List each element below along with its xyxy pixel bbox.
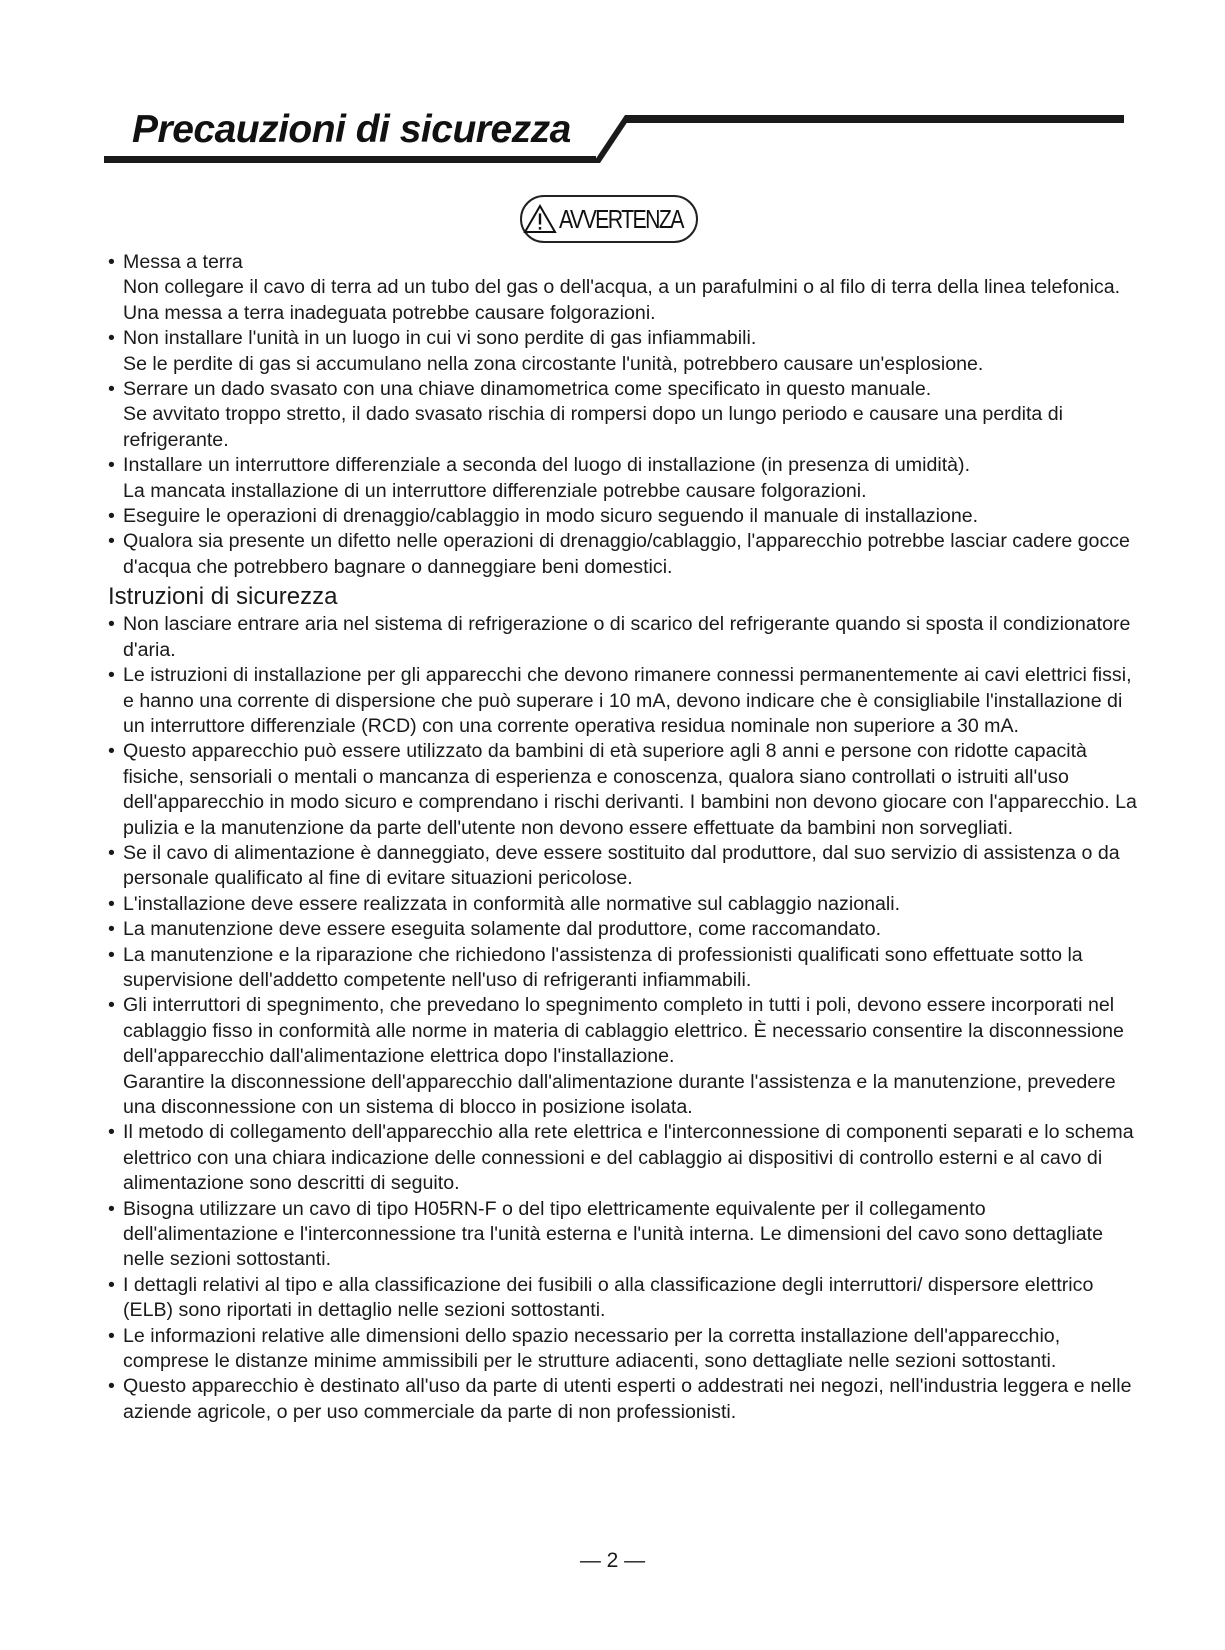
list-item	[108, 250, 1138, 326]
list-item	[108, 943, 1138, 994]
item-text: Bisogna utilizzare un cavo di tipo H05RN-F o del tipo elettricamente equivalente per il collegamento dell'alimentazione e l'interconnessione tra l'unità esterna e l'unità interna. Le dimensioni del cavo sono dettagliate nelle sezioni sottostanti.	[123, 1197, 1104, 1271]
item-text: La manutenzione e la riparazione che richiedono l'assistenza di professionisti qualificati sono effettuate sotto la supervisione dell'addetto competente nell'uso di refrigeranti infiammabili.	[123, 943, 1083, 991]
bullet-icon: •	[108, 994, 115, 1017]
bullet-icon: •	[108, 454, 115, 477]
list-item	[108, 1197, 1138, 1273]
item-text: I dettagli relativi al tipo e alla classificazione dei fusibili o alla classificazione degli interruttori/ dispersore elettrico (ELB) sono riportati in dettaglio nelle sezioni sottostanti.	[123, 1273, 1094, 1322]
bullet-icon: •	[108, 664, 115, 687]
page-header	[104, 104, 1124, 166]
bullet-icon: •	[108, 1273, 115, 1296]
item-text: Questo apparecchio è destinato all'uso da parte di utenti esperti o addestrati nei negozi, nell'industria leggera e nelle aziende agricole, o per uso commerciale da parte di non professionisti.	[123, 1375, 1132, 1423]
bullet-icon: •	[108, 530, 115, 553]
item-text: Le istruzioni di installazione per gli apparecchi che devono rimanere connessi permanentemente ai cavi elettrici fissi, e hanno una corrente di dispersione che può superare i 10 mA, devono indicare che è consigliabile l'installazione di un interruttore differenziale (RCD) con una corrente operativa residua nominale non superiore a 30 mA.	[123, 664, 1132, 737]
document-body	[108, 250, 1138, 1425]
page-number: — 2 —	[579, 1549, 646, 1572]
list-item	[108, 1324, 1138, 1375]
list-item	[108, 529, 1138, 580]
bullet-icon: •	[108, 327, 115, 350]
item-text: Le informazioni relative alle dimensioni dello spazio necessario per la corretta installazione dell'apparecchio, comprese le distanze minime ammissibili per le strutture adiacenti, sono dettagliate nelle sezioni sottostanti.	[123, 1324, 1061, 1373]
item-detail: Non collegare il cavo di terra ad un tubo del gas o dell'acqua, a un parafulmini o al filo di terra della linea telefonica.	[123, 276, 1121, 299]
list-item	[108, 841, 1138, 892]
bullet-icon: •	[108, 505, 115, 528]
item-detail: Garantire la disconnessione dell'apparecchio dall'alimentazione durante l'assistenza e la manutenzione, prevedere una disconnessione con un sistema di blocco in posizione isolata.	[123, 1070, 1116, 1118]
item-text: Questo apparecchio può essere utilizzato da bambini di età superiore agli 8 anni e persone con ridotte capacità fisiche, sensoriali o mentali o mancanza di esperienza e conoscenza, qualora siano controllati o istruiti all'uso dell'apparecchio in modo sicuro e comprendano i rischi derivanti. I bambini non devono giocare con l'apparecchio. La pulizia e la manutenzione da parte dell'utente non devono essere effettuate da bambini non sorvegliati.	[123, 740, 1137, 839]
bullet-icon: •	[108, 251, 115, 273]
bullet-icon: •	[108, 378, 115, 401]
item-text: Qualora sia presente un difetto nelle operazioni di drenaggio/cablaggio, l'apparecchio potrebbe lasciar cadere gocce d'acqua che potrebbero bagnare o danneggiare beni domestici.	[123, 530, 1130, 578]
bullet-icon: •	[108, 841, 115, 864]
list-item	[108, 612, 1138, 663]
item-text: Messa a terra	[123, 251, 243, 273]
item-text: Gli interruttori di spegnimento, che prevedano lo spegnimento completo in tutti i poli, devono essere incorporati nel cablaggio fisso in conformità alle norme in materia di cablaggio elettrico. È necessario consentire la disconnessione dell'apparecchio dall'alimentazione elettrica dopo l'installazione.	[123, 994, 1124, 1068]
bullet-icon: •	[108, 1375, 115, 1398]
warning-badge	[520, 195, 698, 243]
item-text: Installare un interruttore differenziale a seconda del luogo di installazione (in presenza di umidità).	[123, 454, 971, 477]
bullet-icon: •	[108, 1324, 115, 1347]
bullet-icon: •	[108, 1121, 115, 1144]
item-text: La manutenzione deve essere eseguita solamente dal produttore, come raccomandato.	[123, 918, 882, 941]
item-text: Serrare un dado svasato con una chiave dinamometrica come specificato in questo manuale.	[123, 378, 932, 401]
list-item	[108, 453, 1138, 504]
list-item	[108, 377, 1138, 453]
list-item	[108, 917, 1138, 942]
safety-list	[108, 612, 1138, 1425]
warning-list	[108, 250, 1138, 580]
item-detail: Se le perdite di gas si accumulano nella zona circostante l'unità, potrebbero causare un'esplosione.	[123, 352, 984, 375]
list-item	[108, 326, 1138, 377]
list-item	[108, 993, 1138, 1120]
item-text: L'installazione deve essere realizzata in conformità alle normative sul cablaggio nazionali.	[123, 892, 901, 915]
item-detail: Se avvitato troppo stretto, il dado svasato rischia di rompersi dopo un lungo periodo e causare una perdita di refrigerante.	[123, 403, 1063, 451]
page-title: Precauzioni di sicurezza	[132, 108, 571, 151]
bullet-icon: •	[108, 943, 115, 966]
item-text: Se il cavo di alimentazione è danneggiato, deve essere sostituito dal produttore, dal suo servizio di assistenza o da personale qualificato al fine di evitare situazioni pericolose.	[123, 841, 1120, 890]
item-detail: La mancata installazione di un interruttore differenziale potrebbe causare folgorazioni.	[123, 479, 867, 502]
bullet-icon: •	[108, 740, 115, 763]
list-item	[108, 1374, 1138, 1425]
list-item	[108, 892, 1138, 917]
list-item	[108, 663, 1138, 739]
item-text: Non installare l'unità in un luogo in cui vi sono perdite di gas infiammabili.	[123, 327, 757, 350]
list-item	[108, 504, 1138, 529]
bullet-icon: •	[108, 918, 115, 941]
item-text: Non lasciare entrare aria nel sistema di refrigerazione o di scarico del refrigerante quando si sposta il condizionatore d'aria.	[123, 613, 1131, 661]
item-text: Eseguire le operazioni di drenaggio/cablaggio in modo sicuro seguendo il manuale di installazione.	[123, 505, 979, 528]
bullet-icon: •	[108, 892, 115, 915]
list-item	[108, 1120, 1138, 1196]
item-text: Il metodo di collegamento dell'apparecchio alla rete elettrica e l'interconnessione di componenti separati e lo schema elettrico con una chiara indicazione delle connessioni e del cablaggio ai dispositivi di controllo esterni e al cavo di alimentazione sono descritti di seguito.	[123, 1121, 1134, 1195]
bullet-icon: •	[108, 613, 115, 636]
warning-triangle-icon	[523, 204, 557, 234]
bullet-icon: •	[108, 1197, 115, 1220]
item-detail: Una messa a terra inadeguata potrebbe causare folgorazioni.	[123, 301, 656, 324]
section-title: Istruzioni di sicurezza	[108, 583, 338, 611]
list-item	[108, 1273, 1138, 1324]
list-item	[108, 739, 1138, 841]
warning-label: AVVERTENZA	[558, 204, 683, 234]
